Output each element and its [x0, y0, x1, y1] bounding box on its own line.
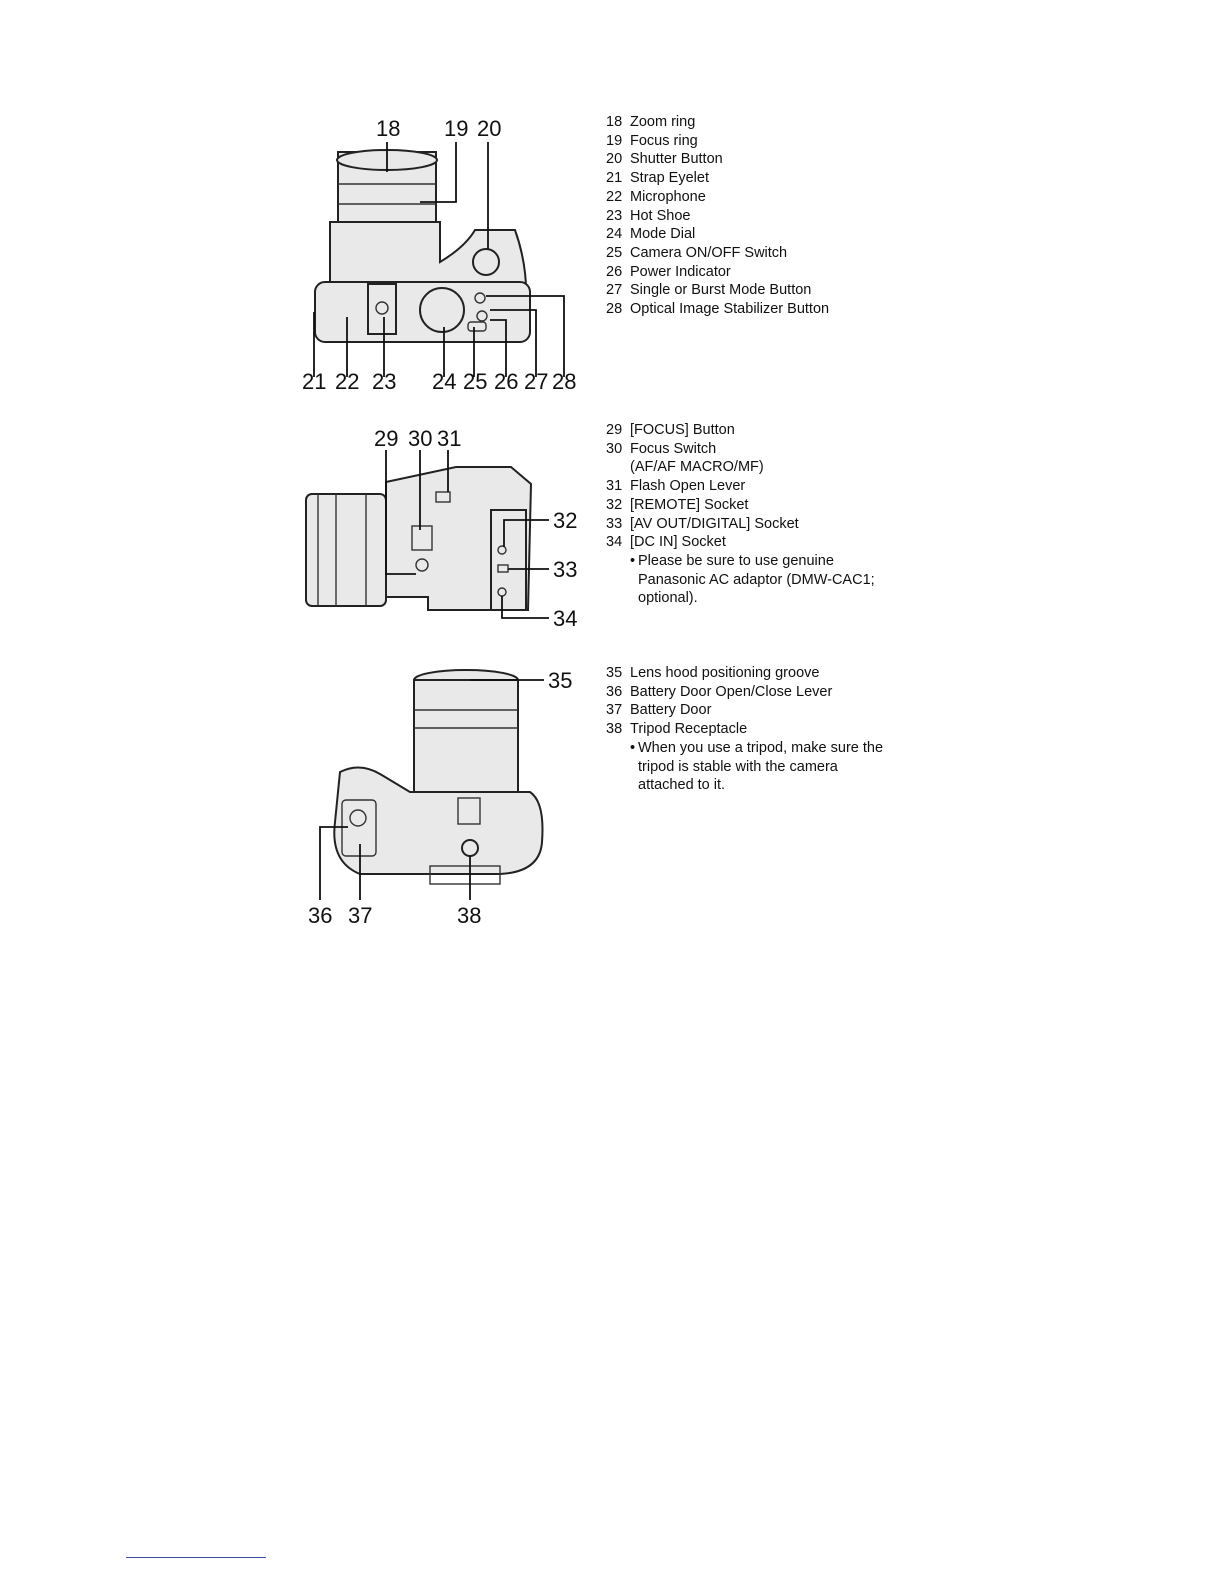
- list-item: [606, 281, 829, 300]
- part-number: 27: [606, 282, 623, 299]
- part-number: 34: [606, 534, 623, 551]
- note-line: When you use a tripod, make sure the: [638, 739, 884, 756]
- part-label: Focus ring: [630, 132, 698, 149]
- mode-dial-shape: [420, 288, 464, 332]
- list-item: [606, 169, 829, 188]
- callout-38: 38: [457, 903, 482, 928]
- list-item: [606, 683, 883, 702]
- terminal-door-shape: [491, 510, 526, 610]
- part-label: Battery Door: [630, 702, 712, 719]
- bullet-glyph: •: [630, 552, 636, 569]
- part-number: 25: [606, 244, 623, 261]
- part-label: [FOCUS] Button: [630, 422, 735, 438]
- list-item: [606, 533, 875, 552]
- part-label: Tripod Receptacle: [630, 721, 748, 738]
- list-item: [606, 300, 829, 319]
- part-number: 30: [606, 440, 623, 457]
- callout-21: 21: [302, 369, 327, 394]
- top-view-figure: [290, 112, 590, 397]
- part-number: 36: [606, 683, 623, 700]
- part-number: 29: [606, 422, 623, 438]
- lens-bottom-shape: [414, 680, 518, 792]
- callout-27: 27: [524, 369, 549, 394]
- tripod-receptacle-shape: [462, 840, 478, 856]
- callout-32: 32: [553, 508, 578, 533]
- callout-37: 37: [348, 903, 373, 928]
- list-item: [606, 421, 875, 440]
- list-item: [606, 496, 875, 515]
- callout-33: 33: [553, 557, 578, 582]
- list-item: [606, 207, 829, 226]
- note-line: attached to it.: [638, 777, 726, 794]
- part-label: Focus Switch: [630, 440, 717, 457]
- part-label: Zoom ring: [630, 114, 696, 130]
- footer-rule: [126, 1557, 266, 1558]
- hot-shoe-shape: [368, 284, 396, 334]
- bottom-view-figure: [300, 662, 590, 930]
- part-label: Shutter Button: [630, 151, 723, 168]
- part-label: Flash Open Lever: [630, 478, 746, 495]
- part-number: 31: [606, 478, 623, 495]
- callout-18: 18: [376, 116, 401, 141]
- part-label: Mode Dial: [630, 226, 696, 243]
- callout-29: 29: [374, 426, 399, 451]
- part-number: 37: [606, 702, 623, 719]
- list-item: [606, 664, 883, 683]
- part-label: [REMOTE] Socket: [630, 496, 749, 513]
- callout-31: 31: [437, 426, 462, 451]
- list-item: [606, 701, 883, 720]
- part-label: Power Indicator: [630, 263, 731, 280]
- list-item: [606, 188, 829, 207]
- part-label: Battery Door Open/Close Lever: [630, 683, 833, 700]
- callout-35: 35: [548, 668, 573, 693]
- part-number: 38: [606, 721, 623, 738]
- adaptor-note: [606, 552, 875, 608]
- part-label: Single or Burst Mode Button: [630, 282, 812, 299]
- callout-23: 23: [372, 369, 397, 394]
- part-number: 22: [606, 188, 623, 205]
- part-label: [DC IN] Socket: [630, 534, 726, 551]
- list-item: [606, 132, 829, 151]
- note-line: tripod is stable with the camera: [638, 758, 838, 775]
- callout-19: 19: [444, 116, 469, 141]
- list-item: [606, 263, 829, 282]
- list-item: [606, 244, 829, 263]
- callout-36: 36: [308, 903, 333, 928]
- list-item: [606, 440, 875, 459]
- callout-28: 28: [552, 369, 577, 394]
- part-label: Hot Shoe: [630, 207, 691, 224]
- part-number: 19: [606, 132, 623, 149]
- camera-top-view-illustration: [290, 112, 590, 397]
- part-number: 26: [606, 263, 623, 280]
- part-number: 35: [606, 665, 623, 681]
- part-number: 33: [606, 515, 623, 532]
- list-item: [606, 515, 875, 534]
- camera-side-view-illustration: [296, 422, 586, 634]
- part-number: 20: [606, 151, 623, 168]
- bullet-glyph: •: [630, 739, 636, 756]
- note-line: Please be sure to use genuine: [638, 552, 834, 569]
- part-label: Strap Eyelet: [630, 170, 709, 187]
- top-view-parts-list: [606, 113, 829, 319]
- list-item: [606, 150, 829, 169]
- note-line: optional).: [638, 590, 698, 607]
- focus-switch-detail: (AF/AF MACRO/MF): [630, 459, 764, 476]
- part-number: 24: [606, 226, 623, 243]
- shutter-button-shape: [473, 249, 499, 275]
- callout-24: 24: [432, 369, 457, 394]
- callout-30: 30: [408, 426, 433, 451]
- list-item: [606, 225, 829, 244]
- part-number: 28: [606, 301, 623, 318]
- camera-bottom-view-illustration: [300, 662, 590, 930]
- side-view-parts-list: [606, 421, 875, 608]
- note-line: Panasonic AC adaptor (DMW-CAC1;: [638, 571, 875, 588]
- callout-25: 25: [463, 369, 488, 394]
- callout-22: 22: [335, 369, 360, 394]
- callout-26: 26: [494, 369, 519, 394]
- part-label: Camera ON/OFF Switch: [630, 244, 788, 261]
- part-label: Microphone: [630, 188, 706, 205]
- callout-34: 34: [553, 606, 578, 631]
- part-number: 32: [606, 496, 623, 513]
- side-view-figure: [296, 422, 586, 634]
- tripod-note: [606, 739, 883, 795]
- part-label: Lens hood positioning groove: [630, 665, 820, 681]
- bottom-view-parts-list: [606, 664, 883, 795]
- part-number: 21: [606, 170, 623, 187]
- part-number: 18: [606, 114, 623, 130]
- part-number: 23: [606, 207, 623, 224]
- callout-20: 20: [477, 116, 502, 141]
- list-item: [606, 477, 875, 496]
- list-item: [606, 720, 883, 739]
- part-label: [AV OUT/DIGITAL] Socket: [630, 515, 799, 532]
- part-label: Optical Image Stabilizer Button: [630, 301, 830, 318]
- list-item: [606, 113, 829, 132]
